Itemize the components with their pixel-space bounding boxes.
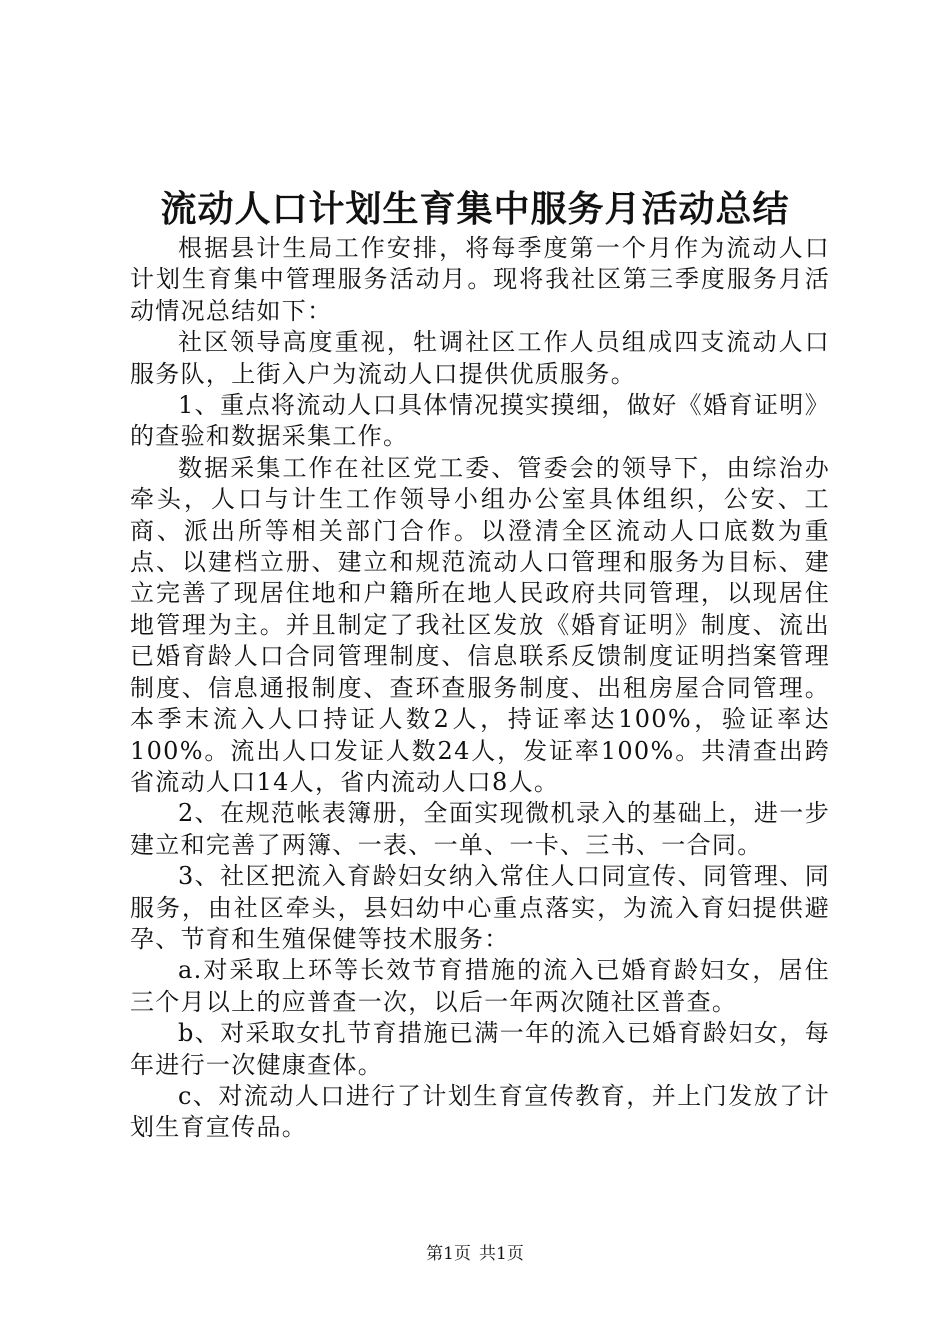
page-footer <box>0 1242 950 1266</box>
paragraph-sub-b: b、对采取女扎节育措施已满一年的流入已婚育龄妇女，每年进行一次健康查体。 <box>130 1019 830 1079</box>
document-title: 流动人口计划生育集中服务月活动总结 <box>160 188 790 230</box>
paragraph-leadership: 社区领导高度重视，牡调社区工作人员组成四支流动人口服务队，上街入户为流动人口提供优质服务。 <box>130 328 830 388</box>
paragraph-item-2: 2、在规范帐表簿册，全面实现微机录入的基础上，进一步建立和完善了两簿、一表、一单、一卡、三书、一合同。 <box>130 799 830 859</box>
paragraph-sub-c: c、对流动人口进行了计划生育宣传教育，并上门发放了计划生育宣传品。 <box>130 1081 830 1142</box>
paragraph-item-1: 1、重点将流动人口具体情况摸实摸细，做好《婚育证明》的查验和数据采集工作。 <box>130 391 830 451</box>
page-number: 第1页 <box>426 1244 471 1264</box>
paragraph-item-3: 3、社区把流入育龄妇女纳入常住人口同宣传、同管理、同服务，由社区牵头，县妇幼中心重点落实，为流入育妇提供避孕、节育和生殖保健等技术服务： <box>130 862 830 953</box>
paragraph-intro: 根据县计生局工作安排，将每季度第一个月作为流动人口计划生育集中管理服务活动月。现将我社区第三季度服务月活动情况总结如下： <box>130 234 830 325</box>
paragraph-sub-a: a.对采取上环等长效节育措施的流入已婚育龄妇女，居住三个月以上的应普查一次，以后一年两次随社区普查。 <box>130 956 830 1016</box>
paragraph-data-collection: 数据采集工作在社区党工委、管委会的领导下，由综治办牵头，人口与计生工作领导小组办公室具体组织，公安、工商、派出所等相关部门合作。以澄清全区流动人口底数为重点、以建档立册、建立和规范流动人口管理和服务为目标、建立完善了现居住地和户籍所在地人民政府共同管理，以现居住地管理为主。并且制定了我社区发放《婚育证明》制度、流出已婚育龄人口合同管理制度、信息联系反馈制度证明挡案管理制度、信息通报制度、查环查服务制度、出租房屋合同管理。本季末流入人口持证人数2人，持证率达100%，验证率达100%。流出人口发证人数24人，发证率100%。共清查出跨省流动人口14人，省内流动人口8人。 <box>130 453 830 796</box>
document-body <box>130 233 830 1144</box>
page-total: 共1页 <box>479 1244 524 1264</box>
